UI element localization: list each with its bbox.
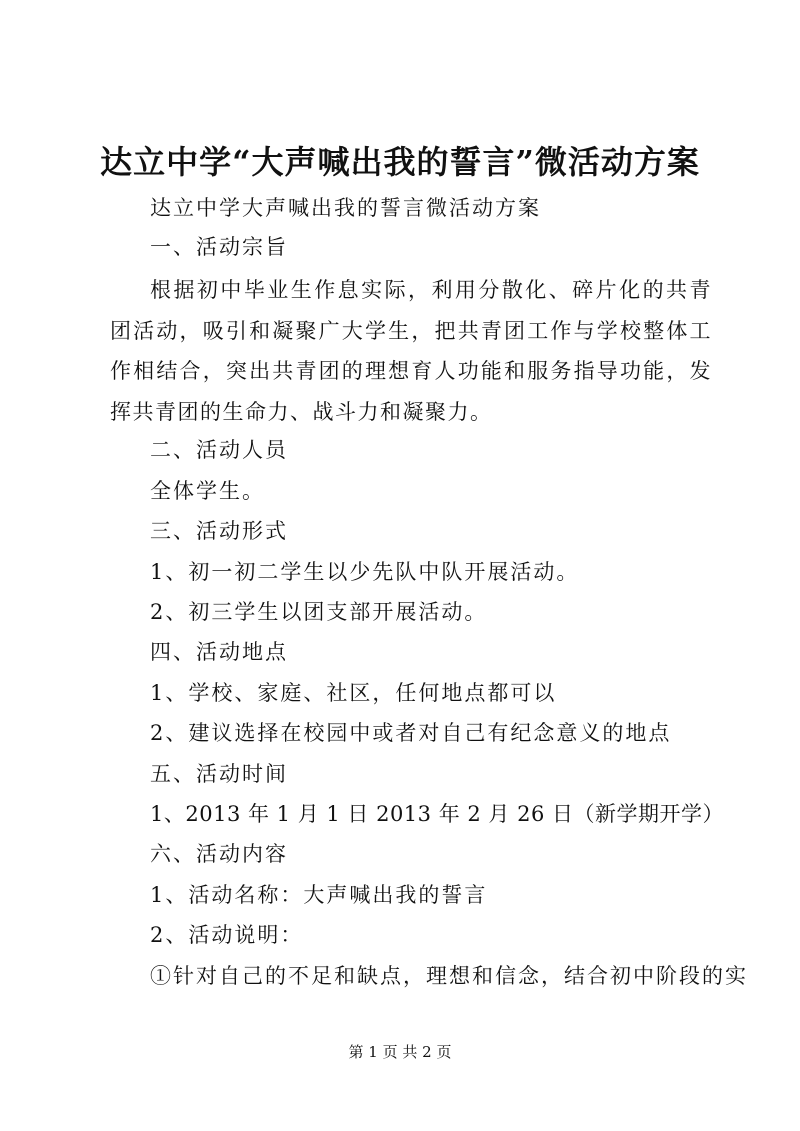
page-number: 第 1 页 共 2 页	[348, 1043, 452, 1061]
section-body-purpose: 根据初中毕业生作息实际，利用分散化、碎片化的共青团活动，吸引和凝聚广大学生，把共青团工作与学校整体工作相结合，突出共青团的理想育人功能和服务指导功能，发挥共青团的生命力、战斗力和凝聚力。	[110, 278, 712, 424]
section-heading-format: 三、活动形式	[150, 519, 288, 543]
list-item: 2、初三学生以团支部开展活动。	[150, 600, 488, 624]
section-heading-purpose: 一、活动宗旨	[150, 235, 288, 259]
document-title: 达立中学“大声喊出我的誓言”微活动方案	[100, 143, 700, 181]
section-body-participants: 全体学生。	[150, 479, 265, 503]
list-item: ①针对自己的不足和缺点，理想和信念，结合初中阶段的实	[150, 964, 748, 988]
list-item: 2、建议选择在校园中或者对自己有纪念意义的地点	[150, 721, 672, 745]
section-heading-content: 六、活动内容	[150, 842, 288, 866]
section-heading-location: 四、活动地点	[150, 640, 288, 664]
list-item: 1、学校、家庭、社区，任何地点都可以	[150, 681, 557, 705]
section-heading-participants: 二、活动人员	[150, 438, 288, 462]
list-item: 2、活动说明：	[150, 923, 304, 947]
document-subtitle: 达立中学大声喊出我的誓言微活动方案	[150, 196, 541, 220]
list-item: 1、活动名称：大声喊出我的誓言	[150, 883, 488, 907]
list-item: 1、初一初二学生以少先队中队开展活动。	[150, 560, 580, 584]
list-item: 1、2013 年 1 月 1 日 2013 年 2 月 26 日（新学期开学）	[150, 802, 724, 826]
section-heading-time: 五、活动时间	[150, 762, 288, 786]
